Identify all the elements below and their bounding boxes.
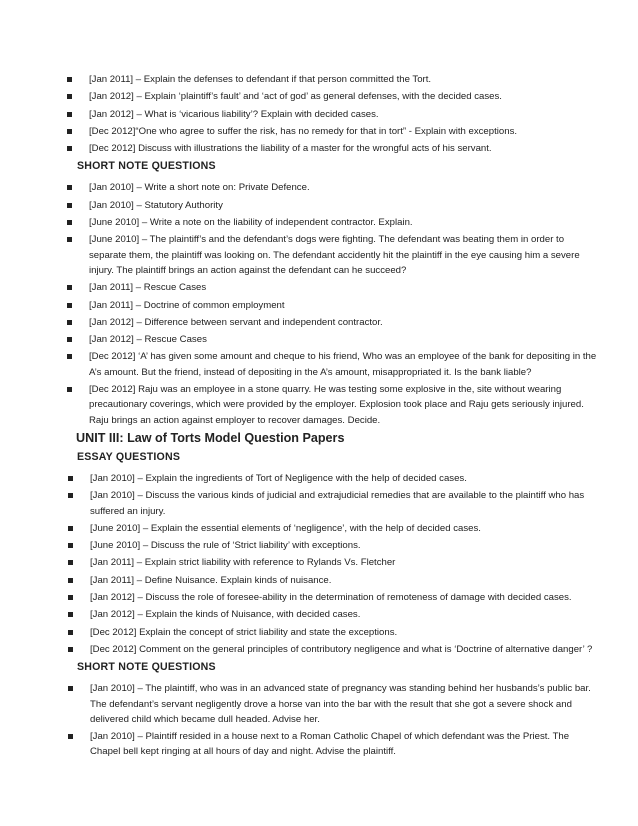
question-text: – Write a short note on: Private Defence. xyxy=(133,182,310,194)
question-code: [Jan 2012] xyxy=(90,609,135,621)
list-item xyxy=(0,642,638,657)
question-code: [Jan 2010] xyxy=(90,731,135,743)
list-item xyxy=(0,521,638,536)
question-text: Comment on the general principles of contributory negligence and what is ‘Doctrine of alternative danger’ ? xyxy=(136,643,593,655)
list-item xyxy=(0,298,638,313)
list-item xyxy=(0,141,638,156)
question-text: – Difference between servant and independent contractor. xyxy=(133,316,383,328)
list-item xyxy=(0,315,638,330)
question-text: – Explain the ingredients of Tort of Negligence with the help of decided cases. xyxy=(134,472,467,484)
question-text: – Discuss the role of foresee-ability in the determination of remoteness of damage with decided cases. xyxy=(134,592,572,604)
question-text: – Discuss the rule of ‘Strict liability’ with exceptions. xyxy=(140,540,361,552)
question-text: – Explain the kinds of Nuisance, with decided cases. xyxy=(134,609,361,621)
question-text: – Discuss the various kinds of judicial and extrajudicial remedies that are available to the plaintiff who has suffered an injury. xyxy=(90,490,585,517)
question-code: [Dec 2012] xyxy=(89,351,136,363)
list-item xyxy=(0,332,638,347)
list-item xyxy=(0,349,638,380)
question-code: [Jan 2010] xyxy=(90,490,135,502)
question-code: [Jan 2012] xyxy=(90,592,135,604)
question-text: Discuss with illustrations the liability of a master for the wrongful acts of his servant. xyxy=(135,143,492,155)
question-code: [Jan 2011] xyxy=(90,574,135,586)
essay-heading: ESSAY QUESTIONS xyxy=(77,450,181,463)
unit-title: UNIT III: Law of Torts Model Question Papers xyxy=(76,430,345,445)
list-item xyxy=(0,124,638,139)
question-code: [Jan 2011] xyxy=(89,282,134,294)
question-text: “One who agree to suffer the risk, has no remedy for that in tort” - Explain with exceptions. xyxy=(135,125,518,137)
top-question-list xyxy=(0,72,638,156)
question-text: – Statutory Authority xyxy=(133,199,223,211)
list-item xyxy=(0,107,638,122)
question-code: [Jan 2011] xyxy=(90,557,135,569)
question-text: – Explain the defenses to defendant if that person committed the Tort. xyxy=(133,74,432,85)
list-item xyxy=(0,573,638,588)
question-code: [Jan 2012] xyxy=(89,91,134,103)
question-code: [June 2010] xyxy=(89,234,140,246)
question-code: [Jan 2010] xyxy=(89,182,134,194)
question-text: – Define Nuisance. Explain kinds of nuisance. xyxy=(134,574,332,586)
question-text: – Explain ‘plaintiff’s fault’ and ‘act of god’ as general defenses, with the decided cases. xyxy=(133,91,502,103)
question-text: Explain the concept of strict liability and state the exceptions. xyxy=(136,626,398,638)
question-code: [Jan 2010] xyxy=(90,472,135,484)
question-text: – Explain strict liability with reference to Rylands Vs. Fletcher xyxy=(134,557,396,569)
question-text: ‘A’ has given some amount and cheque to his friend, Who was an employee of the bank for depositing in the A’s amount. But the friend, instead of depositing in the A’s amount, misappropriated it. Is the bank liable? xyxy=(89,351,597,378)
list-item xyxy=(0,215,638,230)
list-item xyxy=(0,232,638,278)
question-text: – The plaintiff’s and the defendant’s dogs were fighting. The defendant was beating them in order to separate them, the plaintiff was looking on. The defendant accidently hit the plaintiff in the eye causing him a severe injury. The plaintiff brings an action against the defendant can he succeed? xyxy=(89,234,580,276)
question-code: [Dec 2012] xyxy=(89,143,136,155)
question-code: [Jan 2011] xyxy=(89,299,134,311)
list-item xyxy=(0,488,638,519)
question-code: [Jan 2010] xyxy=(90,683,135,695)
list-item xyxy=(0,180,638,195)
question-code: [Dec 2012] xyxy=(89,125,136,137)
question-text: – Doctrine of common employment xyxy=(133,299,285,311)
list-item xyxy=(0,72,638,87)
list-item xyxy=(0,590,638,605)
question-code: [June 2010] xyxy=(90,540,141,552)
question-text: – Explain the essential elements of ‘negligence’, with the help of decided cases. xyxy=(140,522,481,534)
list-item xyxy=(0,607,638,622)
list-item xyxy=(0,89,638,104)
list-item xyxy=(0,198,638,213)
question-code: [Jan 2012] xyxy=(89,108,134,120)
list-item xyxy=(0,538,638,553)
list-item xyxy=(0,729,638,760)
short-note-list xyxy=(0,180,638,427)
essay-question-list xyxy=(0,471,638,657)
question-text: – Rescue Cases xyxy=(133,334,207,346)
unit-short-note-heading: SHORT NOTE QUESTIONS xyxy=(77,661,216,674)
question-code: [Jan 2011] xyxy=(89,74,134,85)
list-item xyxy=(0,555,638,570)
short-note-heading: SHORT NOTE QUESTIONS xyxy=(77,160,216,173)
unit-short-note-list xyxy=(0,681,638,759)
question-code: [Dec 2012] xyxy=(90,643,137,655)
question-code: [Dec 2012] xyxy=(90,626,137,638)
list-item xyxy=(0,681,638,727)
list-item xyxy=(0,280,638,295)
question-text: – Write a note on the liability of independent contractor. Explain. xyxy=(139,217,413,229)
question-text: – The plaintiff, who was in an advanced state of pregnancy was standing behind her husbands’s public bar. The defendant’s servant negligently drove a horse van into the bar with the result that she got a severe shock and delivered child which became dull headed. Advise her. xyxy=(90,683,591,725)
question-code: [June 2010] xyxy=(89,217,140,229)
question-text: – What is ‘vicarious liability’? Explain with decided cases. xyxy=(133,108,379,120)
list-item xyxy=(0,382,638,428)
question-code: [June 2010] xyxy=(90,522,141,534)
list-item xyxy=(0,625,638,640)
question-code: [Dec 2012] xyxy=(89,384,136,396)
question-text: Raju was an employee in a stone quarry. He was testing some explosive in the, site without wearing precautionary coverings, which were provided by the employer. Explosion took place and Raju gets seriously injured. Raju brings an action against employer to recover damages. Decide. xyxy=(89,384,584,426)
question-code: [Jan 2012] xyxy=(89,316,134,328)
question-text: – Plaintiff resided in a house next to a Roman Catholic Chapel of which defendant was the Priest. The Chapel bell kept ringing at all hours of day and night. Advise the plaintiff. xyxy=(90,731,570,758)
question-code: [Jan 2010] xyxy=(89,199,134,211)
list-item xyxy=(0,471,638,486)
question-text: – Rescue Cases xyxy=(133,282,207,294)
question-code: [Jan 2012] xyxy=(89,334,134,346)
